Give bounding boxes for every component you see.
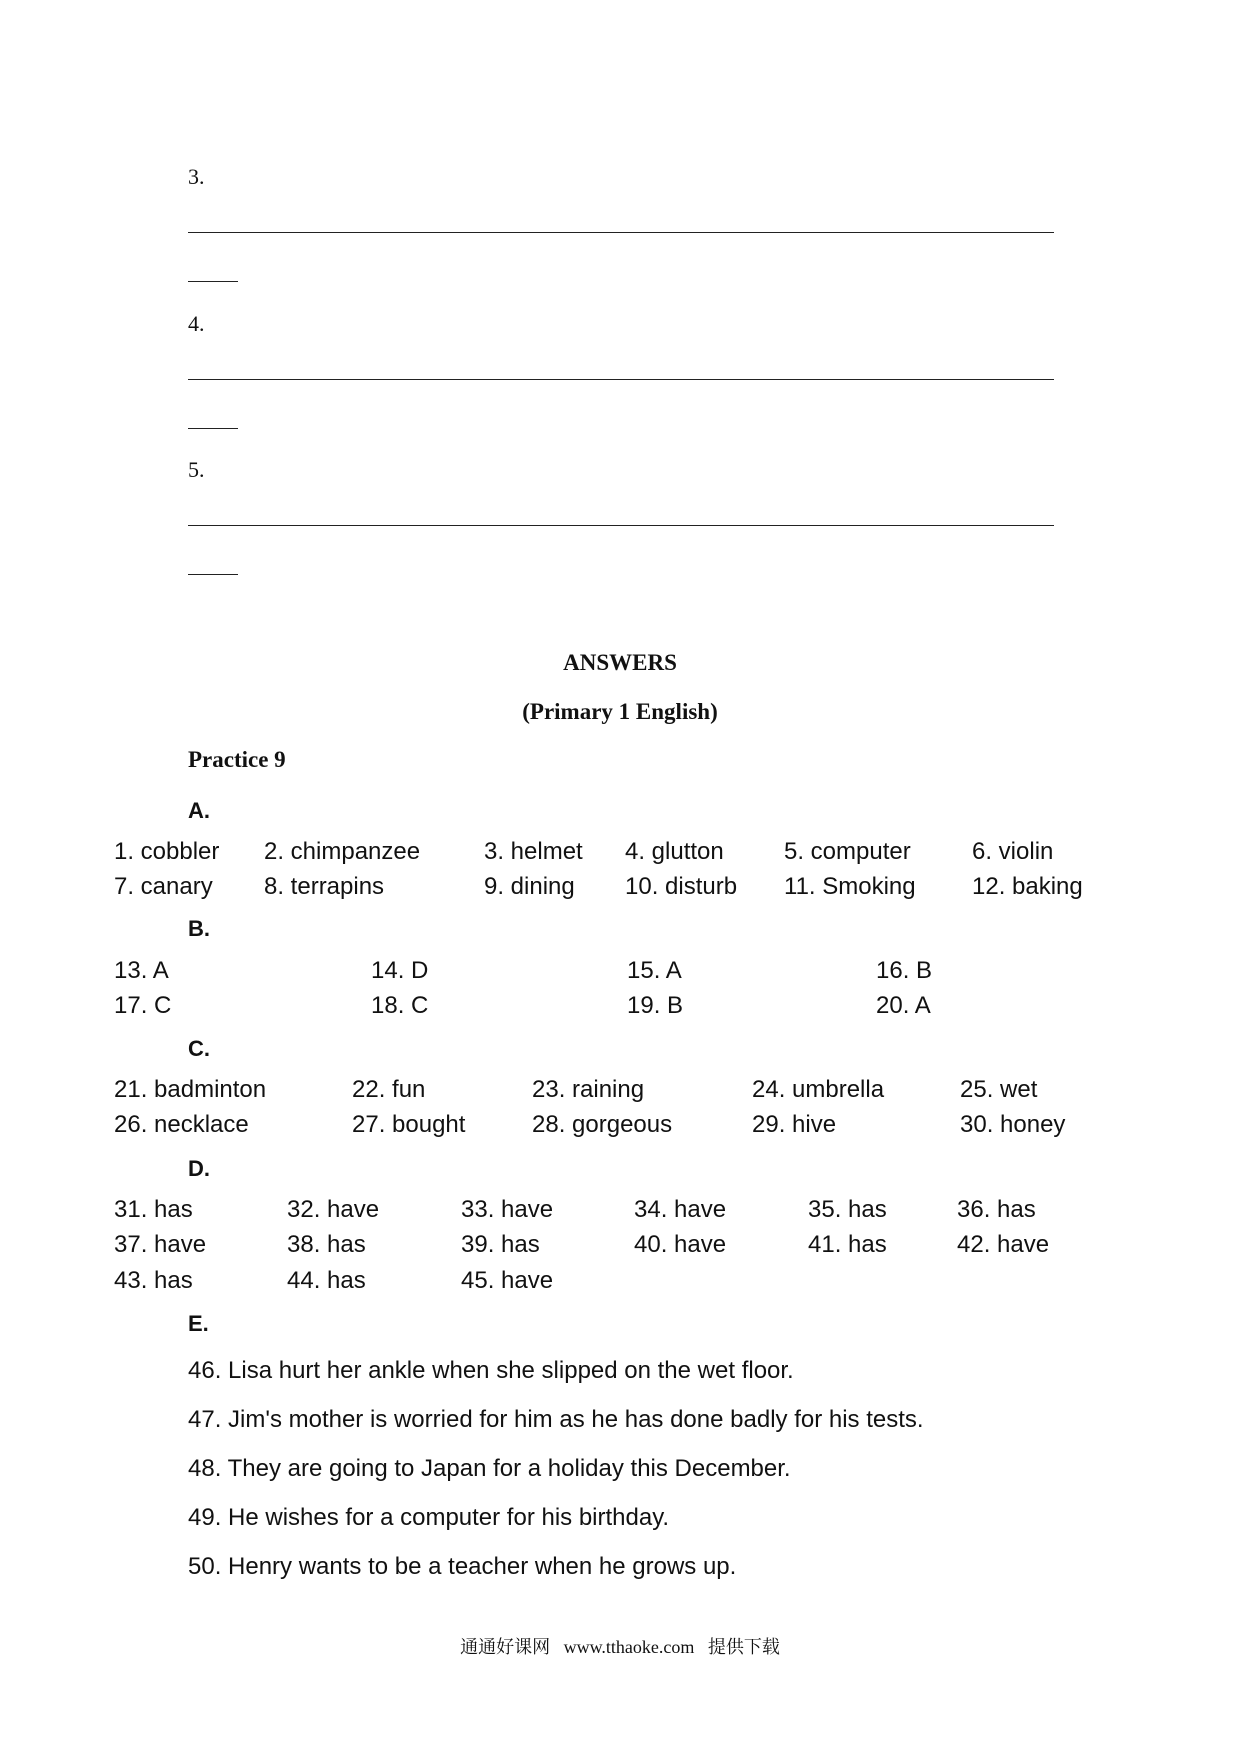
- answer-item: 21. badminton: [114, 1076, 267, 1103]
- question-number: 5.: [188, 457, 205, 482]
- answer-item: 43. has: [114, 1267, 193, 1294]
- answers-title: ANSWERS: [563, 650, 677, 675]
- answer-item: 30. honey: [960, 1111, 1066, 1138]
- answer-item: 33. have: [461, 1196, 554, 1223]
- answer-line: [188, 525, 1054, 526]
- answer-item: 35. has: [808, 1196, 887, 1223]
- answer-line-continuation: [188, 428, 238, 429]
- answer-item: 25. wet: [960, 1076, 1038, 1103]
- answer-item: 2. chimpanzee: [264, 838, 421, 865]
- answer-item: 3. helmet: [484, 838, 583, 865]
- answer-sentence: 46. Lisa hurt her ankle when she slipped on the wet floor.: [188, 1357, 794, 1384]
- answer-item: 42. have: [957, 1231, 1050, 1258]
- answer-item: 23. raining: [532, 1076, 645, 1103]
- answer-sentence: 48. They are going to Japan for a holiday this December.: [188, 1455, 791, 1482]
- answer-line: [188, 232, 1054, 233]
- answer-item: 22. fun: [352, 1076, 426, 1103]
- answer-item: 9. dining: [484, 873, 575, 900]
- answer-line: [188, 379, 1054, 380]
- answer-item: 24. umbrella: [752, 1076, 885, 1103]
- answer-item: 1. cobbler: [114, 838, 220, 865]
- answer-item: 18. C: [371, 992, 429, 1019]
- answer-item: 34. have: [634, 1196, 727, 1223]
- answer-item: 8. terrapins: [264, 873, 385, 900]
- answer-item: 15. A: [627, 957, 682, 984]
- answer-line-continuation: [188, 281, 238, 282]
- question-number: 4.: [188, 311, 205, 336]
- answer-item: 17. C: [114, 992, 172, 1019]
- answer-item: 4. glutton: [625, 838, 724, 865]
- answer-item: 19. B: [627, 992, 684, 1019]
- page-footer: 通通好课网 www.tthaoke.com 提供下载: [460, 1637, 780, 1657]
- answer-item: 41. has: [808, 1231, 887, 1258]
- answer-item: 32. have: [287, 1196, 380, 1223]
- answer-item: 38. has: [287, 1231, 366, 1258]
- answer-item: 7. canary: [114, 873, 213, 900]
- answer-item: 16. B: [876, 957, 933, 984]
- section-a-label: A.: [188, 798, 210, 823]
- answer-sentence: 47. Jim's mother is worried for him as he has done badly for his tests.: [188, 1406, 924, 1433]
- answer-item: 26. necklace: [114, 1111, 249, 1138]
- answer-sentence: 49. He wishes for a computer for his birthday.: [188, 1504, 670, 1531]
- answer-item: 27. bought: [352, 1111, 466, 1138]
- answer-line-continuation: [188, 574, 238, 575]
- answer-item: 28. gorgeous: [532, 1111, 673, 1138]
- answer-item: 45. have: [461, 1267, 554, 1294]
- section-d-label: D.: [188, 1156, 210, 1181]
- section-b-label: B.: [188, 916, 210, 941]
- section-e-label: E.: [188, 1311, 209, 1336]
- answer-item: 20. A: [876, 992, 931, 1019]
- answer-item: 44. has: [287, 1267, 366, 1294]
- answer-item: 36. has: [957, 1196, 1036, 1223]
- answers-subtitle: (Primary 1 English): [522, 699, 718, 724]
- answer-item: 11. Smoking: [784, 873, 916, 900]
- answer-item: 40. have: [634, 1231, 727, 1258]
- answer-item: 13. A: [114, 957, 169, 984]
- answer-item: 6. violin: [972, 838, 1054, 865]
- answer-item: 10. disturb: [625, 873, 738, 900]
- answer-item: 37. have: [114, 1231, 207, 1258]
- answer-item: 12. baking: [972, 873, 1083, 900]
- practice-title: Practice 9: [188, 747, 286, 772]
- answer-item: 5. computer: [784, 838, 911, 865]
- answer-item: 14. D: [371, 957, 429, 984]
- question-number: 3.: [188, 164, 205, 189]
- answer-sentence: 50. Henry wants to be a teacher when he grows up.: [188, 1553, 737, 1580]
- answer-item: 39. has: [461, 1231, 540, 1258]
- section-c-label: C.: [188, 1036, 210, 1061]
- answer-item: 29. hive: [752, 1111, 837, 1138]
- answer-item: 31. has: [114, 1196, 193, 1223]
